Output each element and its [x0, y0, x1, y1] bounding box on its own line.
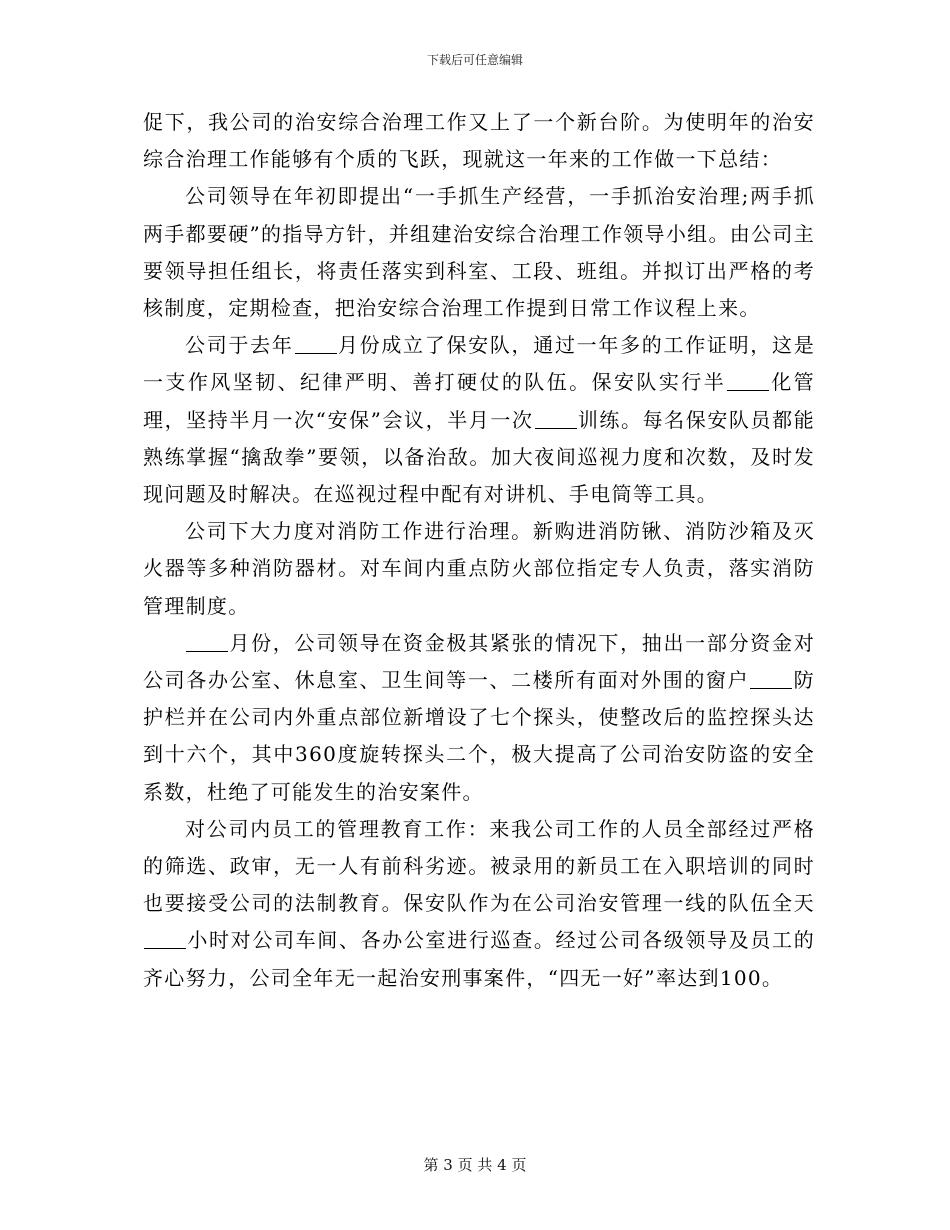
fill-in-blank	[750, 672, 792, 689]
document-body	[143, 104, 815, 997]
paragraph-fire-safety: 公司下大力度对消防工作进行治理。新购进消防锹、消防沙箱及灭火器等多种消防器材。对车间内重点防火部位指定专人负责，落实消防管理制度。	[143, 519, 815, 618]
paragraph-surveillance: 月份，公司领导在资金极其紧张的情况下，抽出一部分资金对公司各办公室、休息室、卫生间等一、二楼所有面对外围的窗户 防护栏并在公司内外重点部位新增设了七个探头，使整改后的监控探头达到十六个，其中360度旋转探头二个，极大提高了公司治安防盗的安全系数，杜绝了可能发生的治安案件。	[143, 630, 815, 804]
page-number: 第 3 页 共 4 页	[423, 1156, 527, 1174]
paragraph-security-team: 公司于去年 月份成立了保安队，通过一年多的工作证明，这是一支作风坚韧、纪律严明、善打硬仗的队伍。保安队实行半 化管理，坚持半月一次“安保”会议，半月一次 训练。每名保安队员都能熟练掌握“擒敌拳”要领，以备治敌。加大夜间巡视力度和次数，及时发现问题及时解决。在巡视过程中配有对讲机、手电筒等工具。	[143, 333, 816, 507]
paragraph-continuation: 促下，我公司的治安综合治理工作又上了一个新台阶。为使明年的治安综合治理工作能够有个质的飞跃，现就这一年来的工作做一下总结：	[143, 110, 815, 172]
paragraph-staff-education: 对公司内员工的管理教育工作：来我公司工作的人员全部经过严格的筛选、政审，无一人有前科劣迹。被录用的新员工在入职培训的同时也要接受公司的法制教育。保安队作为在公司治安管理一线的队伍全天小时对公司车间、各办公室进行巡查。经过公司各级领导及员工的齐心努力，公司全年无一起治安刑事案件，“四无一好”率达到100。	[143, 816, 815, 990]
fill-in-blank	[295, 337, 337, 354]
fill-in-blank	[535, 412, 577, 429]
fill-in-blank	[727, 374, 769, 391]
page-header: 下载后可任意编辑	[426, 53, 523, 67]
paragraph-leadership: 公司领导在年初即提出“一手抓生产经营，一手抓治安治理;两手抓两手都要硬”的指导方针，并组建治安综合治理工作领导小组。由公司主要领导担任组长，将责任落实到科室、工段、班组。并拟订出严格的考核制度，定期检查，把治安综合治理工作提到日常工作议程上来。	[143, 184, 815, 321]
fill-in-blank	[186, 635, 228, 652]
fill-in-blank	[144, 932, 186, 949]
